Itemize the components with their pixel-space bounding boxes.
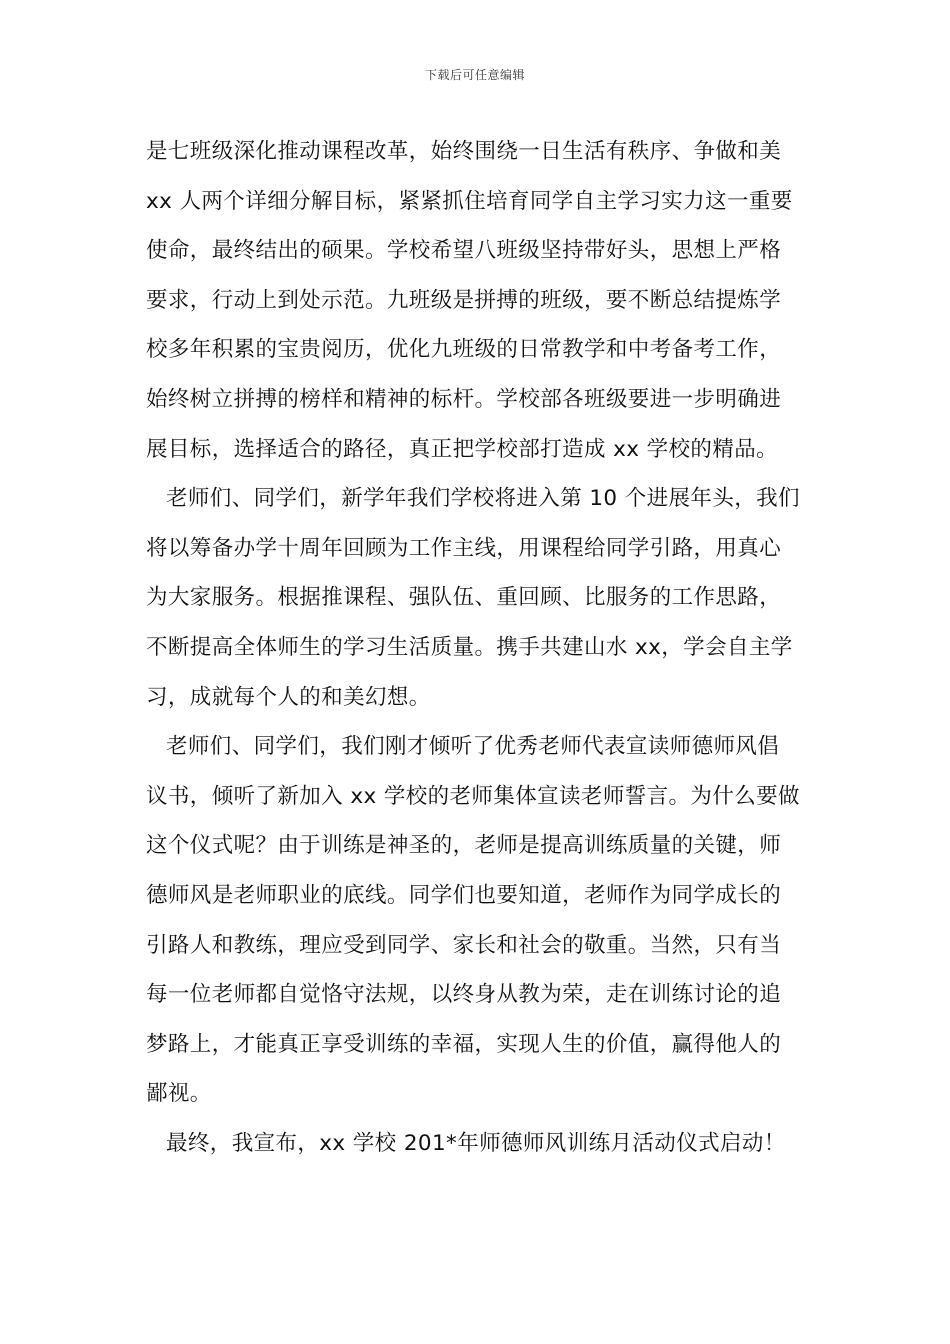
text-line: 议书，倾听了新加入 xx 学校的老师集体宣读老师誓言。为什么要做 [146,783,800,809]
paragraph [146,722,806,1119]
text-line: 不断提高全体师生的学习生活质量。携手共建山水 xx，学会自主学 [146,634,793,660]
text-line: 老师们、同学们，我们刚才倾听了优秀老师代表宣读师德师风倡 [166,734,780,760]
text-line: 梦路上，才能真正享受训练的幸福，实现人生的价值，赢得他人的 [146,1031,782,1057]
paragraph [146,127,806,474]
text-line: 要求，行动上到处示范。九班级是拼搏的班级，要不断总结提炼学 [146,287,782,313]
text-line: 德师风是老师职业的底线。同学们也要知道，老师作为同学成长的 [146,882,782,908]
text-line: 展目标，选择适合的路径，真正把学校部打造成 xx 学校的精品。 [146,436,779,462]
text-line: 这个仪式呢？由于训练是神圣的，老师是提高训练质量的关键，师 [146,833,782,859]
page-header: 下载后可任意编辑 [424,68,525,82]
text-line: xx 人两个详细分解目标，紧紧抓住培育同学自主学习实力这一重要 [146,188,793,214]
paragraph [146,474,806,722]
text-line: 引路人和教练，理应受到同学、家长和社会的敬重。当然，只有当 [146,932,782,958]
text-line: 是七班级深化推动课程改革，始终围绕一日生活有秩序、争做和美 [146,139,782,164]
text-line: 鄙视。 [146,1081,212,1107]
text-line: 为大家服务。根据推课程、强队伍、重回顾、比服务的工作思路， [146,585,782,611]
document-body [146,127,806,1168]
text-line: 使命，最终结出的硕果。学校希望八班级坚持带好头，思想上严格 [146,238,782,264]
text-line: 最终，我宣布，xx 学校 201*年师德师风训练月活动仪式启动！ [166,1130,786,1156]
text-line: 老师们、同学们，新学年我们学校将进入第 10 个进展年头，我们 [166,486,800,512]
text-line: 将以筹备办学十周年回顾为工作主线，用课程给同学引路，用真心 [146,535,782,561]
text-line: 校多年积累的宝贵阅历，优化九班级的日常教学和中考备考工作， [146,337,782,363]
paragraph [146,1119,806,1169]
text-line: 始终树立拼搏的榜样和精神的标杆。学校部各班级要进一步明确进 [146,386,782,412]
text-line: 每一位老师都自觉恪守法规，以终身从教为荣，走在训练讨论的追 [146,982,782,1008]
text-line: 习，成就每个人的和美幻想。 [146,684,431,710]
